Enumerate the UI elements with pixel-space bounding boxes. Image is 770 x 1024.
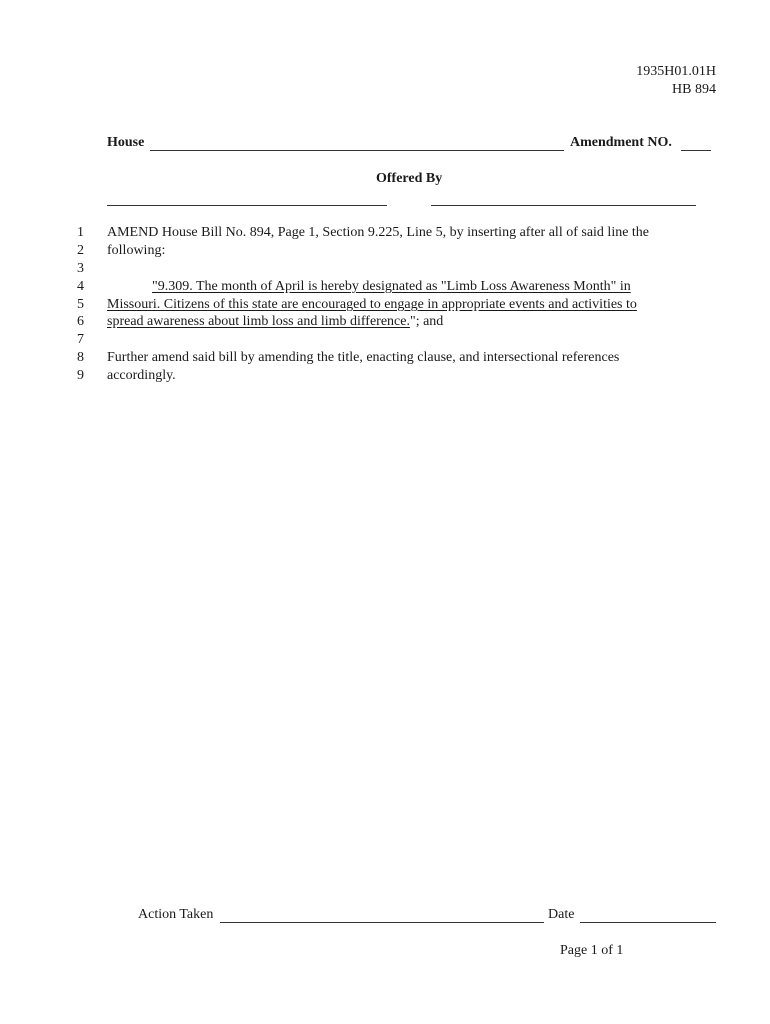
line-number: 1 (77, 225, 84, 240)
body-line-1: AMEND House Bill No. 894, Page 1, Section 9.225, Line 5, by inserting after all of said line the (107, 225, 650, 240)
body-line-6 (107, 314, 443, 330)
line-number: 6 (77, 314, 84, 329)
line-number: 2 (77, 243, 84, 258)
body-line-5-inserted: Missouri. Citizens of this state are encouraged to engage in appropriate events and activities to (107, 297, 637, 312)
line-number: 7 (77, 332, 84, 347)
body-line-8: Further amend said bill by amending the title, enacting clause, and intersectional references (107, 350, 620, 365)
amendment-number-blank (681, 150, 711, 151)
action-taken-blank-line (220, 922, 544, 923)
amendment-no-label: Amendment NO. (570, 135, 672, 150)
offered-by-label: Offered By (376, 171, 443, 186)
bill-number: HB 894 (672, 82, 716, 97)
line-number: 3 (77, 261, 84, 276)
action-taken-label: Action Taken (138, 907, 214, 922)
line-number: 9 (77, 368, 84, 383)
body-line-9: accordingly. (107, 368, 176, 383)
page-number: Page 1 of 1 (560, 943, 624, 958)
house-blank-line (150, 150, 564, 151)
line-number: 8 (77, 350, 84, 365)
body-line-6-inserted: spread awareness about limb loss and limb difference. (107, 314, 410, 329)
offered-by-line-right (431, 205, 696, 206)
body-line-2: following: (107, 243, 166, 258)
house-label: House (107, 135, 145, 150)
body-line-6-tail: "; and (409, 314, 444, 329)
date-label: Date (548, 907, 575, 922)
date-blank-line (580, 922, 716, 923)
line-number: 5 (77, 297, 84, 312)
body-line-4-inserted: "9.309. The month of April is hereby designated as "Limb Loss Awareness Month" in (152, 279, 631, 294)
offered-by-line-left (107, 205, 387, 206)
line-number: 4 (77, 279, 84, 294)
document-id: 1935H01.01H (636, 64, 716, 79)
